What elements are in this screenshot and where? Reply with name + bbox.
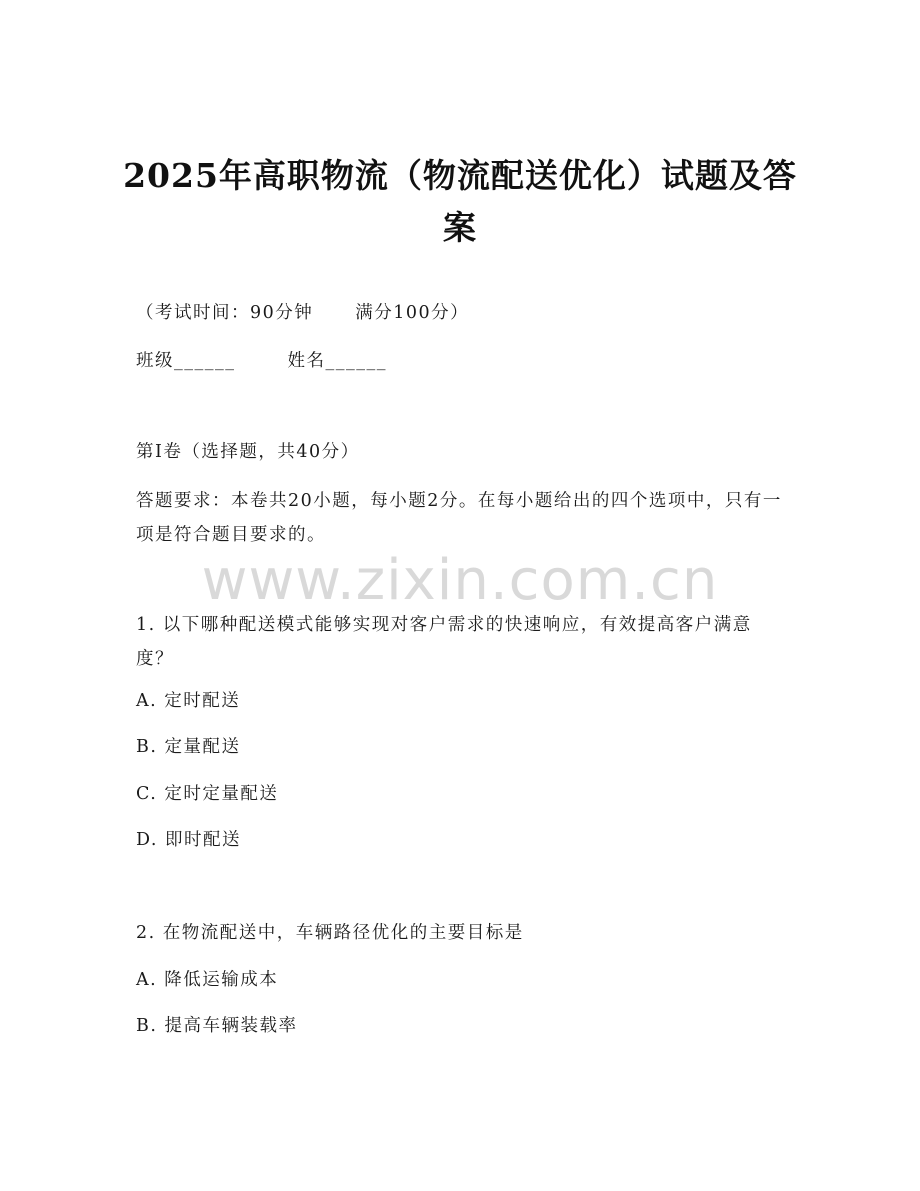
watermark: www.zixin.com.cn: [201, 548, 719, 613]
page-title: 2025年高职物流（物流配送优化）试题及答案: [123, 156, 797, 247]
question-1-option-d: D. 即时配送: [136, 830, 242, 850]
student-fields: [136, 346, 387, 376]
class-field: 班级______: [136, 351, 236, 371]
question-1-option-a: A. 定时配送: [136, 691, 241, 711]
question-1-option-b: B. 定量配送: [136, 737, 241, 757]
section-heading: 第I卷（选择题，共40分）: [136, 442, 360, 462]
name-field: 姓名______: [287, 351, 387, 371]
question-2-option-b: B. 提高车辆装载率: [136, 1016, 298, 1036]
question-2-stem: 2. 在物流配送中，车辆路径优化的主要目标是: [136, 923, 524, 943]
question-1-stem: 1. 以下哪种配送模式能够实现对客户需求的快速响应，有效提高客户满意度？: [136, 615, 752, 669]
exam-time: （考试时间：90分钟: [136, 303, 314, 323]
section-instructions: 答题要求：本卷共20小题，每小题2分。在每小题给出的四个选项中，只有一项是符合题目要求的。: [136, 491, 782, 545]
exam-score: 满分100分）: [355, 303, 470, 323]
exam-info: [136, 298, 469, 328]
question-2-option-a: A. 降低运输成本: [136, 970, 279, 990]
question-1-option-c: C. 定时定量配送: [136, 784, 279, 804]
